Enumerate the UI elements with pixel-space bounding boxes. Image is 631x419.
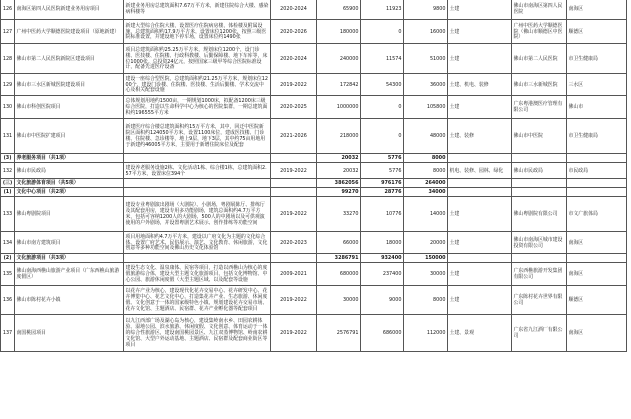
work-content-cell [448,188,512,197]
owner-unit-cell: 广东陈村花卉世界有限公司 [512,286,567,315]
total-investment-cell: 3862056 [317,179,361,188]
construction-period-cell: 2019-2022 [271,163,317,179]
work-content-cell: 土建 [448,96,512,119]
planned-investment-cell: 30000 [404,263,448,286]
project-name-cell: 佛山市第二人民医院新院区建设项目 [15,44,124,74]
total-investment-cell: 99270 [317,188,361,197]
row-number-cell: 128 [1,44,15,74]
planned-investment-cell: 8000 [404,154,448,163]
total-investment-cell: 172842 [317,74,361,96]
responsible-area-cell: 南海区 [567,263,627,286]
construction-period-cell [271,254,317,263]
completed-investment-cell: 54300 [361,74,404,96]
owner-unit-cell: 佛山粤剧院有限公司 [512,197,567,232]
work-content-cell [448,179,512,188]
work-content-cell: 土建、景观 [448,315,512,352]
total-investment-cell: 20032 [317,154,361,163]
completed-investment-cell: 0 [361,119,404,154]
planned-investment-cell: 20000 [404,232,448,254]
planned-investment-cell: 8000 [404,286,448,315]
project-name-cell: 佛山南海西樵山旅游产业项目（广东西樵山旅游度假区） [15,263,124,286]
table-row [1,119,627,154]
owner-unit-cell: 佛山市第二人民医院 [512,44,567,74]
completed-investment-cell: 0 [361,20,404,44]
total-investment-cell: 680000 [317,263,361,286]
row-number-cell: 129 [1,74,15,96]
table-row [1,74,627,96]
planned-investment-cell: 150000 [404,254,448,263]
table-row [1,232,627,254]
responsible-area-cell: 市民政局 [567,163,627,179]
work-content-cell: 土建 [448,20,512,44]
row-number-cell: 126 [1,0,15,20]
table-row [1,263,627,286]
completed-investment-cell: 10776 [361,197,404,232]
total-investment-cell: 180000 [317,20,361,44]
total-investment-cell: 1000000 [317,96,361,119]
work-content-cell [448,254,512,263]
project-description-cell: 新建大型综合住院大楼，设置医疗住院病房楼，体检楼及附属设施，总建筑面积约17.9万平方米，设置床位1200张，按照三级医院标准设置，并建设地下停车场，设置床位约1490张 [124,20,271,44]
planned-investment-cell: 112000 [404,315,448,352]
completed-investment-cell: 9000 [361,286,404,315]
section-row [1,188,627,197]
total-investment-cell: 218000 [317,119,361,154]
construction-period-cell: 2020-2025 [271,96,317,119]
owner-unit-cell [512,254,567,263]
responsible-area-cell [567,154,627,163]
work-content-cell [448,154,512,163]
table-row [1,286,627,315]
planned-investment-cell: 105800 [404,96,448,119]
project-description-cell: 以九江西部广场及湖心岛为核心，建设集岭南水乡、田园农耕体验、湿地公园、滨水旅游、休闲度假、文化创意、体育运动于一体的综合性旅游区，建设南国桃园景区、九江双蒸博物馆、岭南农耕文化馆、大型户外运动基地、主题酒店、民宿群及配套商业街区等项目 [124,315,271,352]
project-name-cell: 佛山市中医院扩建项目 [15,119,124,154]
completed-investment-cell: 5776 [361,154,404,163]
work-content-cell: 土建 [448,232,512,254]
construction-period-cell [271,179,317,188]
table-row [1,20,627,44]
completed-investment-cell: 11574 [361,44,404,74]
row-number-cell: 133 [1,197,15,232]
construction-period-cell: 2009-2021 [271,263,317,286]
construction-period-cell: 2019-2022 [271,74,317,96]
construction-period-cell [271,188,317,197]
construction-period-cell: 2020-2024 [271,0,317,20]
project-description-cell [124,179,271,188]
owner-unit-cell: 佛山市中医院 [512,119,567,154]
responsible-area-cell: 顺德区 [567,286,627,315]
responsible-area-cell [567,179,627,188]
completed-investment-cell: 237400 [361,263,404,286]
row-number-cell: (1) [1,188,15,197]
total-investment-cell: 30000 [317,286,361,315]
owner-unit-cell: 佛山市三水新城医院 [512,74,567,96]
row-number-cell: 137 [1,315,15,352]
project-description-cell: 建设生态文化、温泉康体、民宿等项目，打造以西樵山为核心的度假旅游综合体，建设大型主题文化旅游项目，包括文化博物馆、中心公园、旅游休闲度假（大型主题区域、以及配套等设施 [124,263,271,286]
owner-unit-cell [512,179,567,188]
row-number-cell: 135 [1,263,15,286]
project-description-cell: 项目用地面积约4.7万平方米，建设以广府文化为主题的文化综合体，设置广府艺术、民俗展示、演艺、文化教育、休闲旅游，文化创意等多种功能空间及佛山历史文化体验馆 [124,232,271,254]
project-name-cell: 南国桃园项目 [15,315,124,352]
construction-period-cell: 2019-2022 [271,197,317,232]
project-table-body [1,0,627,352]
construction-period-cell: 2019-2022 [271,315,317,352]
construction-period-cell: 2021-2026 [271,119,317,154]
owner-unit-cell: 广东省九江酒厂有限公司 [512,315,567,352]
project-description-cell: 总体规划用地约1500亩，一期规划1000床，拟配备1200床三级综合医院，打造以生命科学中心为核心的医院集群，一期总建筑面积约196555平方米 [124,96,271,119]
total-investment-cell: 240000 [317,44,361,74]
work-content-cell: 土建 [448,286,512,315]
responsible-area-cell: 市卫生健康局 [567,119,627,154]
owner-unit-cell: 广州中医药大学顺德医院（佛山市顺德区中医院） [512,20,567,44]
project-name-cell: 佛山粤剧院项目 [15,197,124,232]
responsible-area-cell: 市文广旅体局 [567,197,627,232]
work-content-cell: 土建 [448,44,512,74]
completed-investment-cell: 11923 [361,0,404,20]
responsible-area-cell: 三水区 [567,74,627,96]
owner-unit-cell [512,188,567,197]
table-row [1,197,627,232]
total-investment-cell: 65900 [317,0,361,20]
construction-period-cell: 2020-2024 [271,44,317,74]
work-content-cell: 土建 [448,263,512,286]
project-name-cell: 佛山市科创医院项目 [15,96,124,119]
responsible-area-cell: 顺德区 [567,20,627,44]
table-row [1,315,627,352]
construction-period-cell: 2020-2026 [271,20,317,44]
responsible-area-cell: 南海区 [567,0,627,20]
owner-unit-cell: 广东西樵旅游开发集团有限公司 [512,263,567,286]
work-content-cell: 土建 [448,0,512,20]
row-number-cell: 136 [1,286,15,315]
completed-investment-cell: 28776 [361,188,404,197]
project-description-cell: 建设一座综合型医院，总建筑面积约21.25万平方米，规划床位1200个，建设门诊楼、住院楼、医技楼、生活后勤楼、学术交流中心及相关配套设施 [124,74,271,96]
planned-investment-cell: 16000 [404,20,448,44]
planned-investment-cell: 51000 [404,44,448,74]
planned-investment-cell: 264000 [404,179,448,188]
project-name-cell: 南海区第四人民医院新建业务用房项目 [15,0,124,20]
section-row [1,154,627,163]
owner-unit-cell: 广东粤港澳医疗管理有限公司 [512,96,567,119]
responsible-area-cell: 南海区 [567,232,627,254]
planned-investment-cell: 48000 [404,119,448,154]
completed-investment-cell: 5776 [361,163,404,179]
planned-investment-cell: 14000 [404,197,448,232]
construction-period-cell: 2020-2023 [271,232,317,254]
work-content-cell: 土建 [448,197,512,232]
responsible-area-cell [567,188,627,197]
construction-period-cell: 2019-2022 [271,286,317,315]
table-row [1,96,627,119]
owner-unit-cell: 佛山市南海区城市建设投资有限公司 [512,232,567,254]
work-content-cell: 机电、装修、园林、绿化 [448,163,512,179]
completed-investment-cell: 686000 [361,315,404,352]
total-investment-cell: 33270 [317,197,361,232]
project-name-cell: 文化旅游体育项目（共5项） [15,179,124,188]
table-row [1,163,627,179]
responsible-area-cell: 佛山市 [567,96,627,119]
section-row [1,179,627,188]
responsible-area-cell: 市卫生健康局 [567,44,627,74]
responsible-area-cell [567,254,627,263]
project-description-cell: 新建医疗综合楼总建筑面积约15万平方米，其中，回迁中医院新院区面积约124050平方米，设置1100床位，建成医技楼、门诊楼、住院楼、急诊楼等，地上9层，地下3层，其中约75亩用地用于新建约46005平方米，主要用于新增住院床位及配套 [124,119,271,154]
project-name-cell: 佛山市三水区新城医院建设项目 [15,74,124,96]
total-investment-cell: 66000 [317,232,361,254]
completed-investment-cell: 18000 [361,232,404,254]
planned-investment-cell: 9800 [404,0,448,20]
completed-investment-cell: 932400 [361,254,404,263]
project-description-cell: 以花卉产业为核心，建设现代化花卉交易中心、花卉研发中心、花卉博览中心、花艺文化中心，打造集花卉产业、生态旅游、休闲度假、文化创意于一体的国家级特色小镇，规划建设花卉交易市场、花卉文化馆、主题酒店、民宿群、花卉产业孵化器等配套项目 [124,286,271,315]
project-name-cell: 文化中心项目（共2项） [15,188,124,197]
project-name-cell: 佛山市民政局 [15,163,124,179]
row-number-cell: 132 [1,163,15,179]
project-description-cell [124,154,271,163]
row-number-cell: (3) [1,154,15,163]
row-number-cell: 127 [1,20,15,44]
owner-unit-cell: 佛山市民政局 [512,163,567,179]
planned-investment-cell: 36000 [404,74,448,96]
project-description-cell: 建设养老服务设施2栋、文化活动1栋、综合楼1栋，总建筑面积2.57平方米，设置床位394个 [124,163,271,179]
row-number-cell: 130 [1,96,15,119]
section-row [1,254,627,263]
responsible-area-cell: 南海区 [567,315,627,352]
project-description-cell: 项目总建筑面积约25.25万平方米，规划床位1200个，设门诊楼、医技楼、住院楼、行政科教楼、后勤保障楼、地下车库等，床位1000张。总投资24亿元，按照国家三级甲等综合医院标准设计，配备先进医疗设备 [124,44,271,74]
planned-investment-cell: 34000 [404,188,448,197]
construction-period-cell [271,154,317,163]
table-row [1,0,627,20]
row-number-cell: 134 [1,232,15,254]
project-name-cell: 佛山市南方建筑项目 [15,232,124,254]
project-description-cell [124,254,271,263]
row-number-cell: (三) [1,179,15,188]
completed-investment-cell: 0 [361,96,404,119]
project-name-cell: 养老服务项目（共1项） [15,154,124,163]
owner-unit-cell [512,154,567,163]
project-name-cell: 广州中医药大学顺德医院建设项目（原地新建） [15,20,124,44]
work-content-cell: 土建、机电、装修 [448,74,512,96]
owner-unit-cell: 佛山市南海区第四人民医院 [512,0,567,20]
total-investment-cell: 3286791 [317,254,361,263]
project-name-cell: 文化旅游项目（共3项） [15,254,124,263]
project-description-cell [124,188,271,197]
row-number-cell: 131 [1,119,15,154]
total-investment-cell: 20032 [317,163,361,179]
project-description-cell: 新建业务用房总建筑面积7.67万平方米，新建住院综合大楼、感染病科楼等 [124,0,271,20]
row-number-cell: (2) [1,254,15,263]
project-description-cell: 建设专业粤剧演出剧场（大剧院）、小剧场，粤剧展陈厅、排练厅及其配套用房，建设专用多功能剧场，建筑总面积约4.7万平方米，包括可容纳1200人的大剧场、500人的中剧场以及可供观演使用的户外剧场，并设置粤剧艺术展示、创作排练等功能空间 [124,197,271,232]
completed-investment-cell: 976176 [361,179,404,188]
table-row [1,44,627,74]
project-name-cell: 佛山市陈村花卉小镇 [15,286,124,315]
total-investment-cell: 2576791 [317,315,361,352]
work-content-cell: 土建、装修 [448,119,512,154]
planned-investment-cell: 8000 [404,163,448,179]
